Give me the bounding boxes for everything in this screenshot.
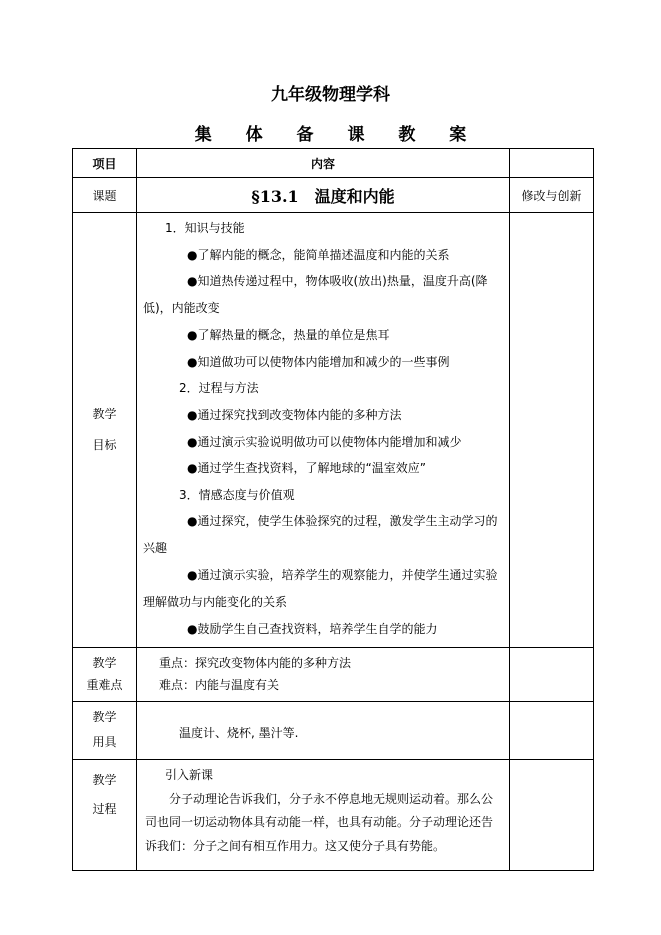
- key-label: [73, 647, 137, 701]
- topic-row: [73, 178, 594, 213]
- key-content: [137, 647, 510, 701]
- process-revise-cell: [510, 759, 594, 870]
- goals-label-line1: 教学: [92, 406, 117, 421]
- key-points-row: [73, 647, 594, 701]
- table-header-row: [73, 149, 594, 178]
- section-attitude-title: 3．情感态度与价值观: [179, 487, 295, 502]
- tools-label-line1: 教学: [92, 710, 117, 725]
- goals-row: [73, 213, 594, 648]
- process-label: [73, 759, 137, 870]
- goals-revise-cell: [510, 213, 594, 648]
- key-label-line1: 教学: [92, 656, 117, 671]
- key-label-line2: 重难点: [86, 678, 123, 693]
- goal-item: ●通过演示实验，培养学生的观察能力，并使学生通过实验理解做功与内能变化的关系: [143, 568, 498, 610]
- goal-item: ●通过演示实验说明做功可以使物体内能增加和减少: [187, 434, 462, 449]
- process-content: [137, 759, 510, 870]
- goals-content: [137, 213, 510, 648]
- process-row: [73, 759, 594, 870]
- process-paragraph: 分子动理论告诉我们，分子永不停息地无规则运动着。那么公司也同一切运动物体具有动能一样，也具有动能。分子动理论还告诉我们：分子之间有相互作用力。这又使分子具有势能。: [145, 791, 494, 853]
- process-intro: 引入新课: [165, 767, 214, 782]
- process-label-line1: 教学: [92, 772, 117, 787]
- topic-label: 课题: [73, 178, 137, 213]
- header-blank: [510, 149, 594, 178]
- tools-content: 温度计、烧杯, 墨汁等.: [137, 701, 510, 759]
- key-point: 重点：探究改变物体内能的多种方法: [159, 656, 352, 671]
- lesson-title: §13.1 温度和内能: [137, 178, 510, 213]
- subject-title: 九年级物理学科: [271, 85, 390, 105]
- process-label-line2: 过程: [92, 801, 117, 816]
- goal-item: ●通过探究，使学生体验探究的过程，激发学生主动学习的兴趣: [143, 514, 498, 556]
- goal-item: ●通过探究找到改变物体内能的多种方法: [187, 407, 402, 422]
- tools-revise-cell: [510, 701, 594, 759]
- document-type-title: 集 体 备 课 教 案: [194, 125, 481, 145]
- section-process-title: 2．过程与方法: [179, 381, 259, 396]
- goals-label: [73, 213, 137, 648]
- goals-label-line2: 目标: [92, 437, 117, 452]
- goal-item: ●了解热量的概念，热量的单位是焦耳: [187, 328, 390, 343]
- tools-label-line2: 用具: [92, 735, 117, 750]
- goal-item: ●通过学生查找资料，了解地球的“温室效应”: [187, 461, 426, 476]
- section-knowledge-title: 1．知识与技能: [165, 221, 245, 235]
- key-revise-cell: [510, 647, 594, 701]
- tools-label: [73, 701, 137, 759]
- goal-item: ●了解内能的概念，能简单描述温度和内能的关系: [187, 247, 450, 262]
- goal-item: ●鼓励学生自己查找资料，培养学生自学的能力: [187, 622, 438, 637]
- goal-item: ●知道做功可以使物体内能增加和减少的一些事例: [187, 354, 450, 369]
- tools-row: [73, 701, 594, 759]
- header-content: 内容: [137, 149, 510, 178]
- difficult-point: 难点：内能与温度有关: [159, 678, 280, 693]
- revise-label: 修改与创新: [510, 178, 594, 213]
- header-item: 项目: [73, 149, 137, 178]
- goal-item: ●知道热传递过程中，物体吸收(放出)热量，温度升高(降低)，内能改变: [143, 274, 488, 316]
- lesson-plan-table: [72, 148, 594, 871]
